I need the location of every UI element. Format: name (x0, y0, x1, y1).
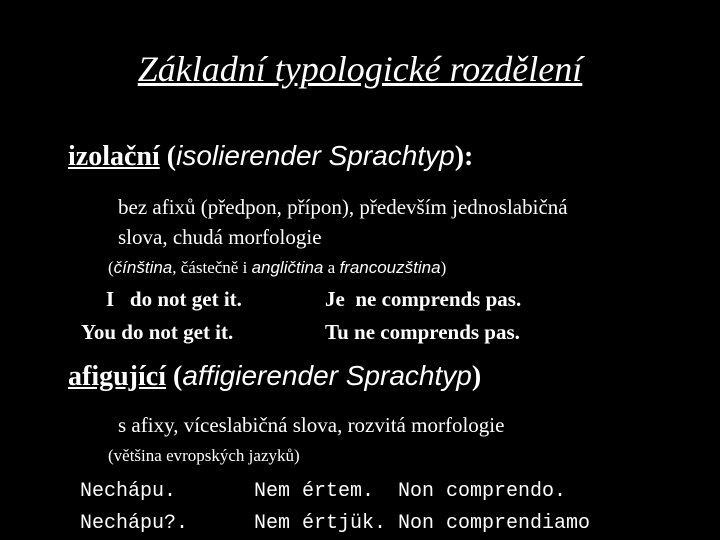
paren-open: ( (166, 361, 183, 392)
example-hungarian-1: Nem értem. (254, 480, 375, 503)
term-afigujici: afigující (68, 361, 166, 392)
language-name: čínština (113, 258, 173, 277)
slide-title: Základní typologické rozdělení (137, 49, 583, 89)
description-izolacni (118, 192, 568, 252)
paren-close: ) (471, 361, 482, 392)
example-french-2: Tu ne comprends pas. (325, 320, 520, 344)
example-french-1: Je ne comprends pas. (325, 287, 522, 311)
section-afigujici-heading (68, 360, 481, 393)
paren-open: ( (159, 141, 177, 172)
example-czech-1: Nechápu. (80, 480, 177, 503)
description-afigujici: s afixy, víceslabičná slova, rozvitá morfologie (118, 413, 505, 437)
german-term: affigierender Sprachtyp (182, 360, 472, 391)
paren-close: ): (454, 141, 474, 172)
section-izolacni-heading (68, 140, 473, 173)
example-italian-1: Non comprendo. (398, 480, 567, 503)
example-hungarian-2: Nem értjük. (254, 512, 387, 535)
note-text: , částečně i (172, 258, 252, 277)
example-english-2: You do not get it. (81, 320, 234, 344)
german-term: isolierender Sprachtyp (176, 140, 455, 171)
description-line-1: bez afixů (předpon, přípon), především jednoslabičná (118, 195, 568, 219)
languages-note-afigujici: (většina evropských jazyků) (108, 446, 300, 465)
note-text: ) (440, 258, 447, 277)
language-name: francouzština (339, 258, 441, 277)
description-line-2: slova, chudá morfologie (118, 225, 322, 249)
note-text: ( (108, 258, 114, 277)
example-italian-2: Non comprendiamo (398, 512, 591, 535)
language-name: angličtina (251, 258, 324, 277)
example-czech-2: Nechápu?. (80, 512, 189, 535)
term-izolacni: izolační (68, 141, 160, 172)
languages-note-izolacni (108, 258, 446, 278)
note-text: a (323, 258, 340, 277)
example-english-1: I do not get it. (106, 287, 242, 311)
